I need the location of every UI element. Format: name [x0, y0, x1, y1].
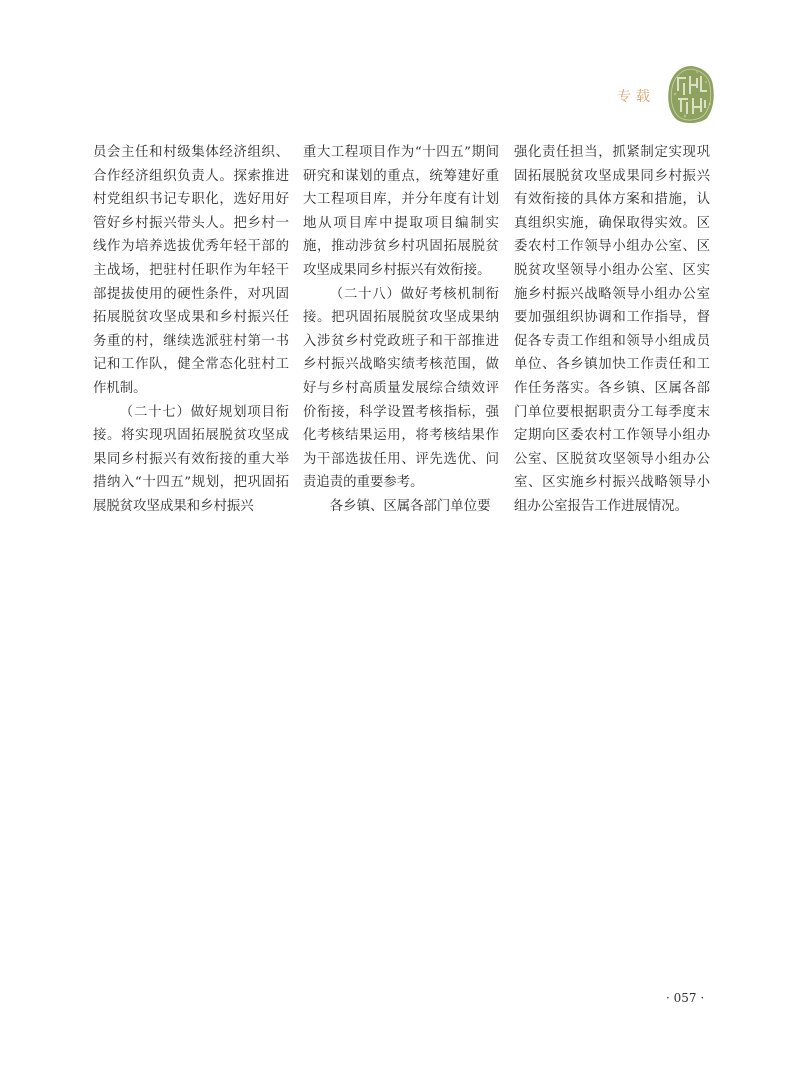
text-column-3 — [514, 141, 710, 519]
seal-stamp-icon — [666, 64, 716, 126]
text-column-2 — [303, 141, 499, 519]
paragraph: 员会主任和村级集体经济组织、合作经济组织负责人。探索推进村党组织书记专职化，选好用好管好乡村振兴带头人。把乡村一线作为培养选拔优秀年轻干部的主战场，把驻村任职作为年轻干部提拔使用的硬性条件，对巩固拓展脱贫攻坚成果和乡村振兴任务重的村，继续选派驻村第一书记和工作队，健全常态化驻村工作机制。 — [93, 145, 289, 396]
paragraph: 强化责任担当，抓紧制定实现巩固拓展脱贫攻坚成果同乡村振兴有效衔接的具体方案和措施，认真组织实施，确保取得实效。区委农村工作领导小组办公室、区脱贫攻坚领导小组办公室、区实施乡村振兴战略领导小组办公室要加强组织协调和工作指导，督促各专责工作组和领导小组成员单位、各乡镇加快工作责任和工作任务落实。各乡镇、区属各部门单位要根据职责分工每季度末定期向区委农村工作领导小组办公室、区脱贫攻坚领导小组办公室、区实施乡村振兴战略领导小组办公室报告工作进展情况。 — [514, 145, 710, 514]
paragraph: （二十八）做好考核机制衔接。把巩固拓展脱贫攻坚成果纳入涉贫乡村党政班子和干部推进乡村振兴战略实绩考核范围，做好与乡村高质量发展综合绩效评价衔接，科学设置考核指标，强化考核结果运用，将考核结果作为干部选拔任用、评先选优、问责追责的重要参考。 — [303, 286, 499, 491]
paragraph: （二十七）做好规划项目衔接。将实现巩固拓展脱贫攻坚成果同乡村振兴有效衔接的重大举措纳入“十四五”规划，把巩固拓展脱贫攻坚成果和乡村振兴 — [93, 404, 289, 514]
text-column-1 — [93, 141, 289, 519]
paragraph: 各乡镇、区属各部门单位要 — [329, 498, 491, 514]
paragraph: 重大工程项目作为“十四五”期间研究和谋划的重点，统筹建好重大工程项目库，并分年度有计划地从项目库中提取项目编制实施，推动涉贫乡村巩固拓展脱贫攻坚成果同乡村振兴有效衔接。 — [303, 145, 499, 278]
page-number: · 057 · — [666, 991, 705, 1005]
section-label: 专载 — [617, 89, 655, 105]
